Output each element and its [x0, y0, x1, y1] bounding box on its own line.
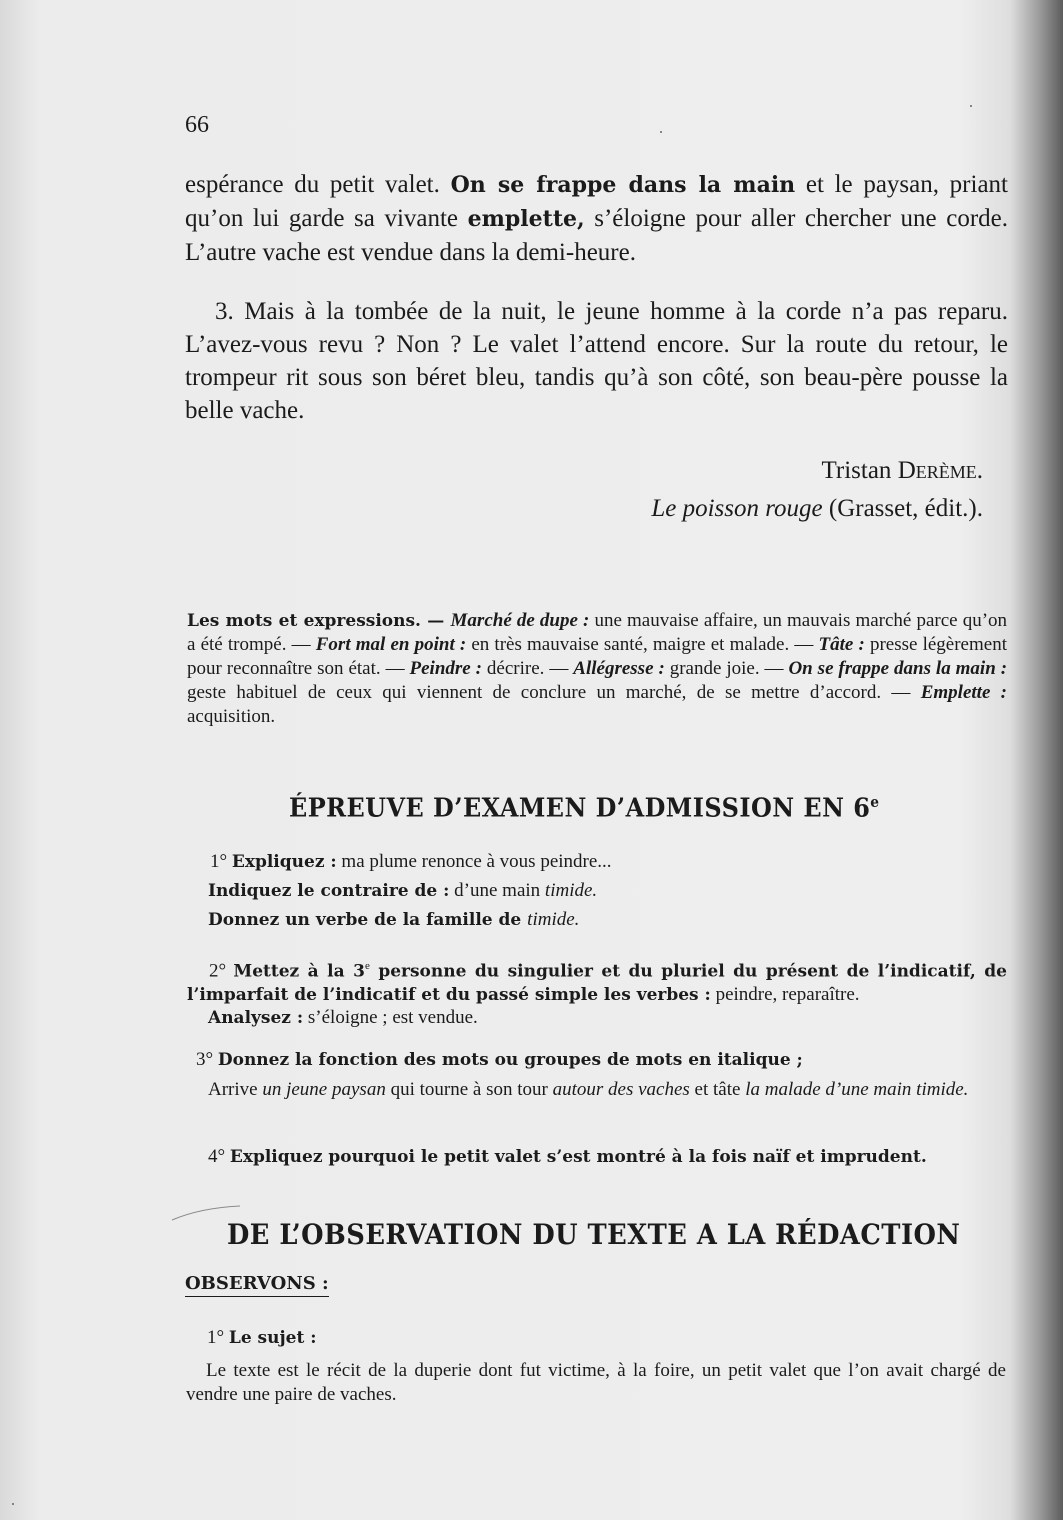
- speck: [970, 105, 972, 107]
- speck: [660, 131, 662, 133]
- author-name: Tristan Derème.: [821, 457, 983, 484]
- speck: [12, 1503, 14, 1505]
- story-paragraph-end: espérance du petit valet. On se frappe dans la main et le paysan, priant qu’on lui garde sa vivante emplette, s’éloigne pour aller chercher une corde. L’autre vache est vendue dans la demi-heure.: [185, 171, 1008, 266]
- vocabulary-notes: Les mots et expressions. — Marché de dupe : une mauvaise affaire, un mauvais marché parce qu’on a été trompé. — Fort mal en point : en très mauvaise santé, maigre et malade. — Tâte : presse légèrement pour reconnaître son état. — Peindre : décrire. — Allégresse : grande joie. — On se frappe dans la main : geste habituel de ceux qui viennent de conclure un marché, de se mettre d’accord. — Emplette : acquisition.: [187, 610, 1008, 727]
- question-1-line-3: Donnez un verbe de la famille de timide.: [208, 909, 580, 930]
- exam-heading: ÉPREUVE D’EXAMEN D’ADMISSION EN 6e: [289, 793, 880, 824]
- question-3-line-2: Arrive un jeune paysan qui tourne à son tour autour des vaches et tâte la malade d’une main timide.: [208, 1079, 969, 1100]
- author-credit: [651, 452, 983, 528]
- subject-text: Le texte est le récit de la duperie dont fut victime, à la foire, un petit valet que l’on avait chargé de vendre une paire de vaches.: [186, 1360, 1006, 1405]
- book-source: Le poisson rouge (Grasset, édit.).: [651, 495, 983, 522]
- question-4: 4° Expliquez pourquoi le petit valet s’est montré à la fois naïf et imprudent.: [208, 1146, 927, 1167]
- story-paragraph-3: 3. Mais à la tombée de la nuit, le jeune homme à la corde n’a pas reparu. L’avez-vous revu ? Non ? Le valet l’attend encore. Sur la route du retour, le trompeur rit sous son béret bleu, tandis qu’à son côté, son beau-père pousse la belle vache.: [185, 298, 1008, 424]
- question-1-line-2: Indiquez le contraire de : d’une main timide.: [208, 880, 598, 901]
- question-1-line-1: 1° Expliquez : ma plume renonce à vous peindre...: [210, 851, 612, 872]
- bold-expression: On se frappe dans la main: [450, 172, 796, 198]
- question-2-line-2: Analysez : s’éloigne ; est vendue.: [208, 1007, 478, 1028]
- page-number: 66: [185, 112, 209, 138]
- question-2-line-1: 2° Mettez à la 3e personne du singulier et du pluriel du présent de l’indicatif, de l’imparfait de l’indicatif et du passé simple les verbes : peindre, reparaître.: [187, 960, 1007, 1006]
- observons-label: OBSERVONS :: [185, 1273, 329, 1297]
- bold-expression: emplette,: [467, 206, 585, 232]
- subject-heading: 1° Le sujet :: [207, 1327, 317, 1348]
- question-3-line-1: 3° Donnez la fonction des mots ou groupes de mots en italique ;: [196, 1049, 803, 1070]
- section-heading: DE L’OBSERVATION DU TEXTE A LA RÉDACTION: [227, 1218, 961, 1251]
